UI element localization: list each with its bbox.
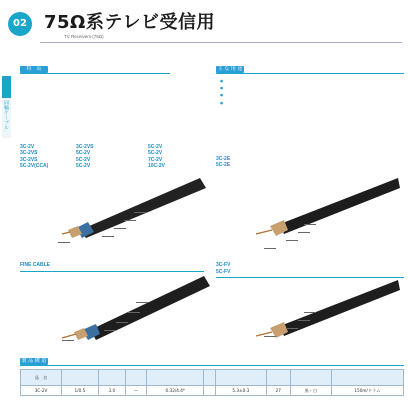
cable-illustration-a xyxy=(60,170,210,240)
table-row: 3C-2V 1/0.5 3.0 — 0.32/4.4* 5.3±0.3 27 黒・白 150m/ドラム xyxy=(21,386,404,396)
list-item xyxy=(220,78,223,85)
model-list-col1: 3C-2V 3C-2VS 3C-2VS 5C-2V(CCA) xyxy=(20,144,49,170)
uses-list xyxy=(220,78,223,107)
cable-illustration-c xyxy=(60,270,210,346)
side-tab-label: 同軸ケーブル xyxy=(2,98,11,138)
spec-section-header: 製 品 構 造 xyxy=(20,358,404,366)
page-title: 75Ω系テレビ受信用 xyxy=(44,12,215,33)
list-item xyxy=(220,92,223,99)
fine-cable-heading: FINE CABLE xyxy=(20,262,50,268)
page-subtitle: TV Receivers (75Ω) xyxy=(64,34,104,39)
model-list-col2: 3C-2VS 5C-2V 5C-2V 5C-2V xyxy=(76,144,94,170)
header-divider xyxy=(40,42,402,43)
uses-section-header: 主 な 用 途 xyxy=(216,66,404,74)
model-list-col3: 5C-2V 5C-2V 7C-2V 10C-2V xyxy=(148,144,165,170)
list-item xyxy=(220,85,223,92)
fv-heading-2: 5C-FV xyxy=(216,269,231,275)
model-list-right: 3C-2E 5C-2E xyxy=(216,156,231,169)
list-item xyxy=(220,100,223,107)
spec-table xyxy=(20,369,404,396)
cable-illustration-d xyxy=(250,276,400,340)
section-number-badge: 02 xyxy=(8,12,32,36)
table-header-row: 品 名 xyxy=(21,370,404,386)
cable-illustration-b xyxy=(250,176,400,240)
fv-heading-1: 3C-FV xyxy=(216,262,231,268)
features-section-header: 特 長 xyxy=(20,66,170,74)
